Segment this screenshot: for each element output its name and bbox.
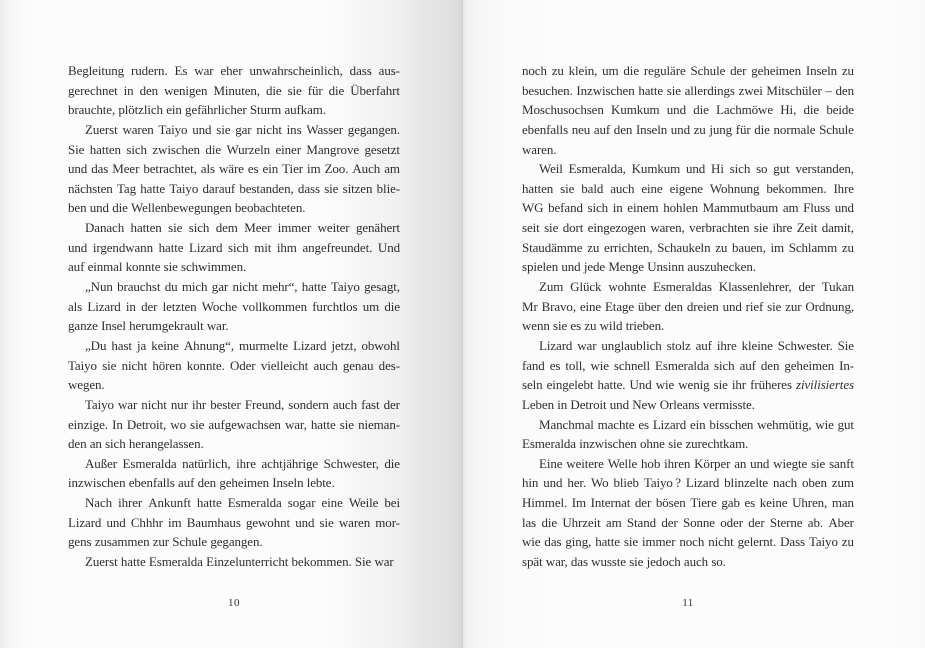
text-line: „Du hast ja keine Ahnung“, murmelte Lizard jetzt, obwohl — [85, 337, 400, 353]
text-line: als Lizard in der letzten Woche vollkommen furchtlos um die — [68, 298, 400, 314]
text-line: Moschusochsen Kumkum und die Lachmöwe Hi, die beide — [522, 102, 854, 118]
text-line: Eine weitere Welle hob ihren Körper an und wiegte sie sanft — [539, 455, 854, 471]
text-line: Außer Esmeralda natürlich, ihre achtjährige Schwester, die — [85, 455, 400, 471]
text-line: besuchen. Inzwischen hatte sie allerdings zwei Mitschüler – den — [522, 82, 854, 98]
text-line: fand es toll, wie schnell Esmeralda sich auf den geheimen In- — [522, 357, 854, 373]
text-line: waren. — [522, 141, 557, 157]
page-right — [463, 0, 925, 648]
page-left-text-column — [68, 61, 400, 572]
text-line: WG befand sich in einem hohlen Mammutbaum am Fluss und — [522, 200, 854, 216]
text-line: spielen und jede Menge Unsinn auszuhecken. — [522, 259, 756, 275]
text-line: seit sie dort eingezogen waren, verbrachten sie ihre Zeit damit, — [522, 220, 854, 236]
text-line: hatten sie bald auch eine eigene Wohnung bekommen. Ihre — [522, 180, 854, 196]
text-line: Nach ihrer Ankunft hatte Esmeralda sogar eine Weile bei — [85, 495, 400, 511]
text-line: ebenfalls neu auf den Inseln und zu jung für die normale Schule — [522, 121, 854, 137]
page-left-number: 10 — [228, 597, 240, 609]
text-line: Mr Bravo, eine Etage über den dreien und rief sie zur Ordnung, — [522, 298, 854, 314]
text-line: Begleitung rudern. Es war eher unwahrscheinlich, dass aus- — [68, 63, 400, 78]
text-line: wie das ging, hatte sie immer noch nicht gelernt. Dass Taiyo zu — [522, 534, 854, 550]
text-line: gens zusammen zur Schule gegangen. — [68, 534, 263, 550]
text-line: spät war, das wusste sie jedoch auch so. — [522, 554, 726, 570]
text-line: Zuerst hatte Esmeralda Einzelunterricht bekommen. Sie war — [85, 554, 394, 570]
text-line: Zum Glück wohnte Esmeraldas Klassenlehrer, der Tukan — [539, 279, 854, 295]
text-line: Weil Esmeralda, Kumkum und Hi sich so gut verstanden, — [539, 161, 854, 177]
text-line: hin und her. Wo blieb Taiyo ? Lizard blinzelte nach oben zum — [522, 475, 854, 491]
text-line: las die Uhrzeit am Stand der Sonne oder der Sterne ab. Aber — [522, 514, 854, 530]
text-line: auf einmal konnte sie schwimmen. — [68, 259, 247, 275]
text-line: noch zu klein, um die reguläre Schule der geheimen Inseln zu — [522, 63, 854, 78]
text-line: brauchte, plötzlich ein gefährlicher Sturm aufkam. — [68, 102, 326, 118]
text-line: Taiyo war nicht nur ihr bester Freund, sondern auch fast der — [85, 396, 400, 412]
text-line: „Nun brauchst du mich gar nicht mehr“, hatte Taiyo gesagt, — [85, 279, 400, 295]
text-line: gerechnet in den wenigen Minuten, die sie für die Überfahrt — [68, 82, 400, 98]
text-line: Himmel. Im Internat der bösen Tiere gab es keine Uhren, man — [522, 495, 854, 511]
text-line: wenn sie es zu wild trieben. — [522, 318, 665, 334]
text-line: Staudämme zu errichten, Schaukeln zu bauen, im Schlamm zu — [522, 239, 854, 255]
text-line: Esmeralda inzwischen ohne sie zurechtkam. — [522, 436, 749, 452]
page-right-number: 11 — [682, 597, 694, 609]
text-line: einzige. In Detroit, wo sie aufgewachsen war, hatte sie nieman- — [68, 416, 400, 432]
text-line: den an sich herangelassen. — [68, 436, 204, 452]
text-line: Lizard und Chhhr im Baumhaus gewohnt und sie waren mor- — [68, 514, 400, 530]
text-line: inzwischen ebenfalls auf den geheimen Inseln lebte. — [68, 475, 335, 491]
text-line: wegen. — [68, 377, 105, 393]
text-line: und das Meer betrachtet, als wäre es ein Tier im Zoo. Auch am — [68, 161, 400, 177]
text-line: seln eingelebt hatte. Und wie wenig sie ihr früheres zivilisiertes — [522, 377, 854, 393]
text-line: ben und die Wellenbewegungen beobachteten. — [68, 200, 306, 216]
text-line: Sie hatten sich zwischen die Wurzeln einer Mangrove gesetzt — [68, 141, 400, 157]
text-line: nächsten Tag hatte Taiyo darauf bestanden, dass sie sitzen blie- — [68, 180, 400, 196]
text-line: Manchmal machte es Lizard ein bisschen wehmütig, wie gut — [539, 416, 854, 432]
text-line: Leben in Detroit und New Orleans vermisste. — [522, 396, 755, 412]
text-line: Danach hatten sie sich dem Meer immer weiter genähert — [85, 220, 400, 236]
text-line: und irgendwann hatte Lizard sich mit ihm angefreundet. Und — [68, 239, 400, 255]
text-line: ganze Insel herumgekrault war. — [68, 318, 229, 334]
text-line: Lizard war unglaublich stolz auf ihre kleine Schwester. Sie — [539, 337, 854, 353]
page-right-text-column — [522, 61, 854, 572]
text-line: Zuerst waren Taiyo und sie gar nicht ins Wasser gegangen. — [85, 121, 400, 137]
text-line: Taiyo sie nicht hören konnte. Oder vielleicht auch genau des- — [68, 357, 400, 373]
